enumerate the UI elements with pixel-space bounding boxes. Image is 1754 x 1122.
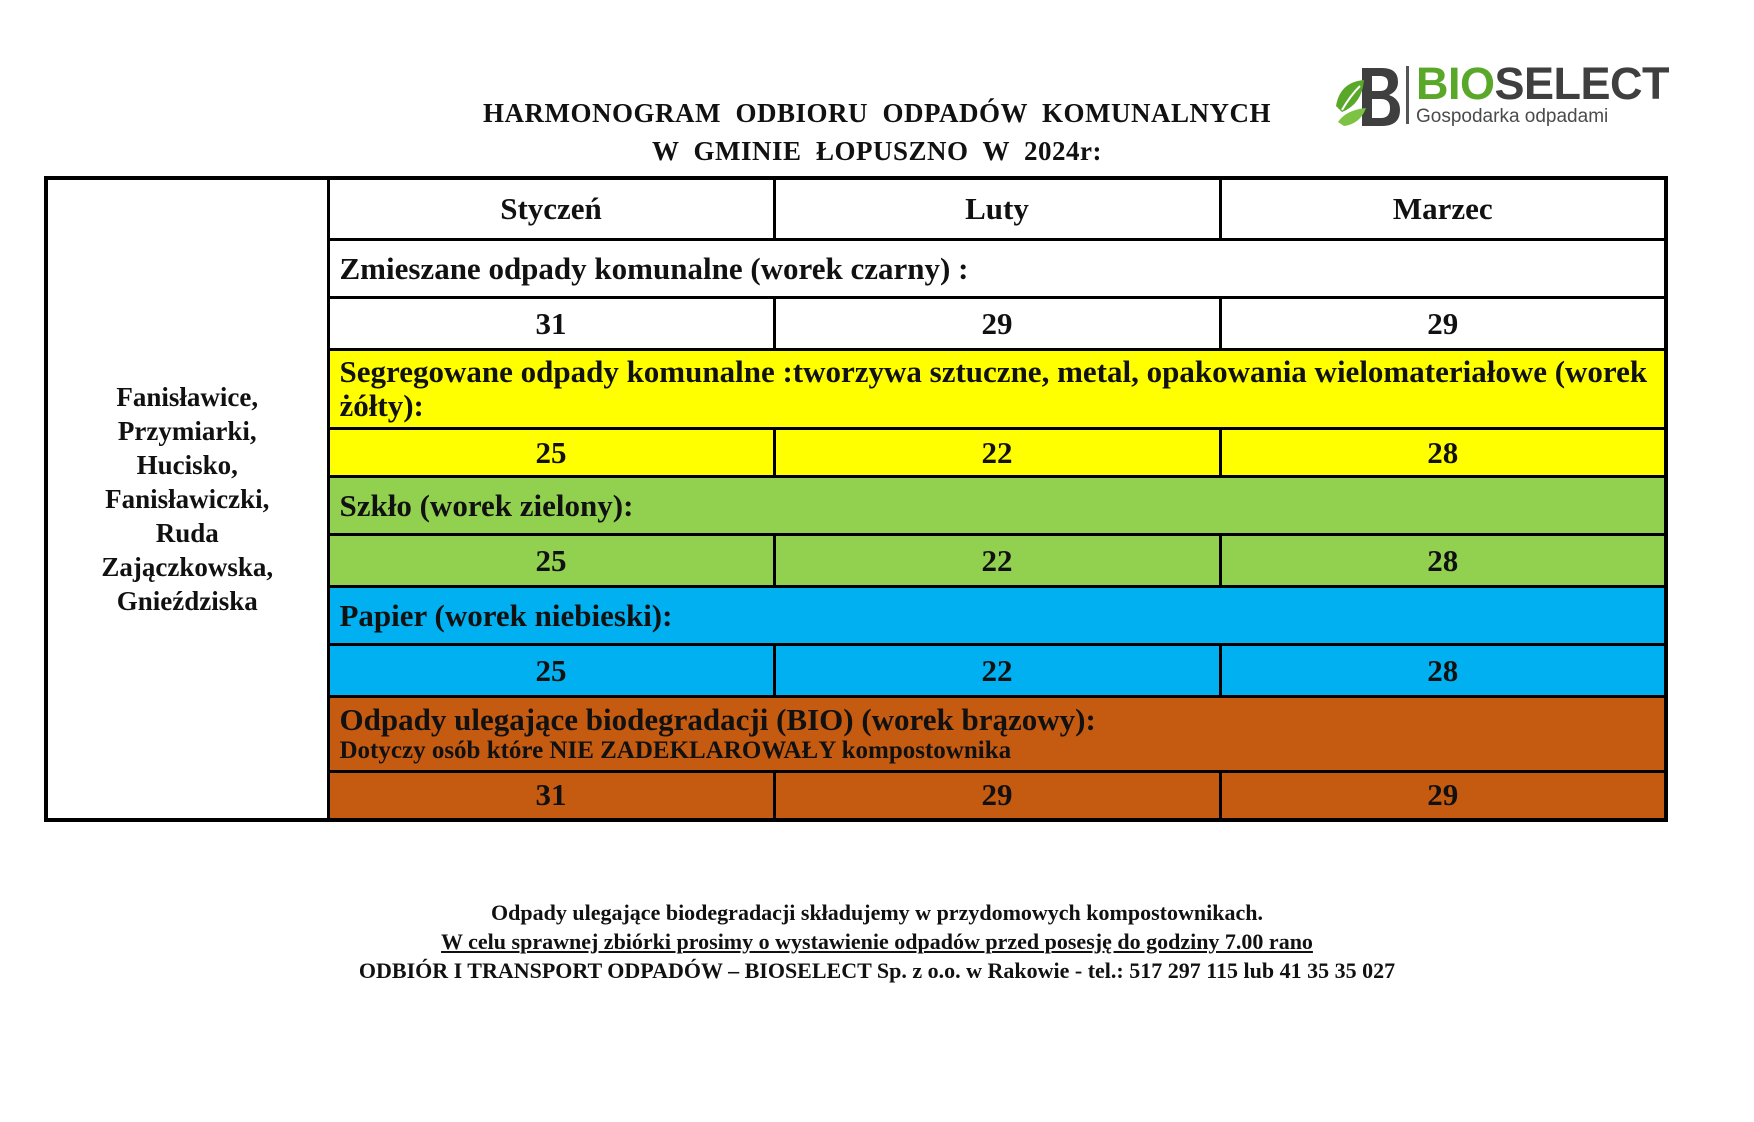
month-header: Styczeń (328, 178, 774, 240)
date-cell: 31 (328, 772, 774, 820)
village-name: Ruda (155, 517, 219, 548)
village-name: Fanisławice, (116, 381, 259, 412)
category-label-with-note (328, 697, 1666, 772)
leaf-b-icon (1332, 62, 1404, 130)
footer-line-3: ODBIÓR I TRANSPORT ODPADÓW – BIOSELECT Sp. z o.o. w Rakowie - tel.: 517 297 115 lub 41 35 35 027 (358, 958, 1396, 983)
villages-cell (46, 178, 328, 820)
months-row (46, 178, 1666, 240)
date-cell: 31 (328, 298, 774, 350)
date-cell: 29 (774, 772, 1220, 820)
village-name: Przymiarki, (117, 415, 257, 446)
logo-tagline: Gospodarka odpadami (1416, 106, 1609, 127)
date-cell: 25 (328, 429, 774, 477)
month-header: Marzec (1220, 178, 1666, 240)
category-label: Zmieszane odpady komunalne (worek czarny) : (328, 240, 1666, 298)
village-name: Zajączkowska, (101, 551, 274, 582)
logo-brand-accent: BIO (1416, 58, 1495, 109)
village-name: Hucisko, (136, 449, 238, 480)
logo-brand (1416, 58, 1670, 109)
footer (0, 898, 1754, 985)
category-label: Odpady ulegające biodegradacji (BIO) (worek brązowy): (339, 702, 1096, 737)
date-cell: 28 (1220, 535, 1666, 587)
title-line-2: W GMINIE ŁOPUSZNO W 2024r: (651, 136, 1103, 166)
date-cell: 25 (328, 645, 774, 697)
footer-line-2: W celu sprawnej zbiórki prosimy o wystawienie odpadów przed posesję do godziny 7.00 rano (441, 929, 1313, 954)
schedule-table (44, 176, 1668, 822)
logo-text (1416, 58, 1670, 128)
date-cell: 29 (1220, 298, 1666, 350)
date-cell: 29 (774, 298, 1220, 350)
logo-divider (1406, 66, 1409, 124)
date-cell: 22 (774, 535, 1220, 587)
category-note: Dotyczy osób które NIE ZADEKLAROWAŁY kompostownika (339, 737, 1012, 764)
category-label: Papier (worek niebieski): (328, 587, 1666, 645)
bioselect-logo (1332, 58, 1670, 130)
title-line-1: HARMONOGRAM ODBIORU ODPADÓW KOMUNALNYCH (483, 98, 1271, 128)
category-label: Segregowane odpady komunalne :tworzywa sztuczne, metal, opakowania wielomateriałowe (worek żółty): (328, 350, 1666, 429)
village-name: Gnieździska (116, 585, 258, 616)
logo-brand-rest: SELECT (1494, 58, 1670, 109)
village-name: Fanisławiczki, (105, 483, 270, 514)
date-cell: 29 (1220, 772, 1666, 820)
month-header: Luty (774, 178, 1220, 240)
date-cell: 28 (1220, 645, 1666, 697)
date-cell: 28 (1220, 429, 1666, 477)
category-label: Szkło (worek zielony): (328, 477, 1666, 535)
date-cell: 25 (328, 535, 774, 587)
date-cell: 22 (774, 429, 1220, 477)
footer-line-1: Odpady ulegające biodegradacji składujemy w przydomowych kompostownikach. (491, 900, 1263, 925)
date-cell: 22 (774, 645, 1220, 697)
